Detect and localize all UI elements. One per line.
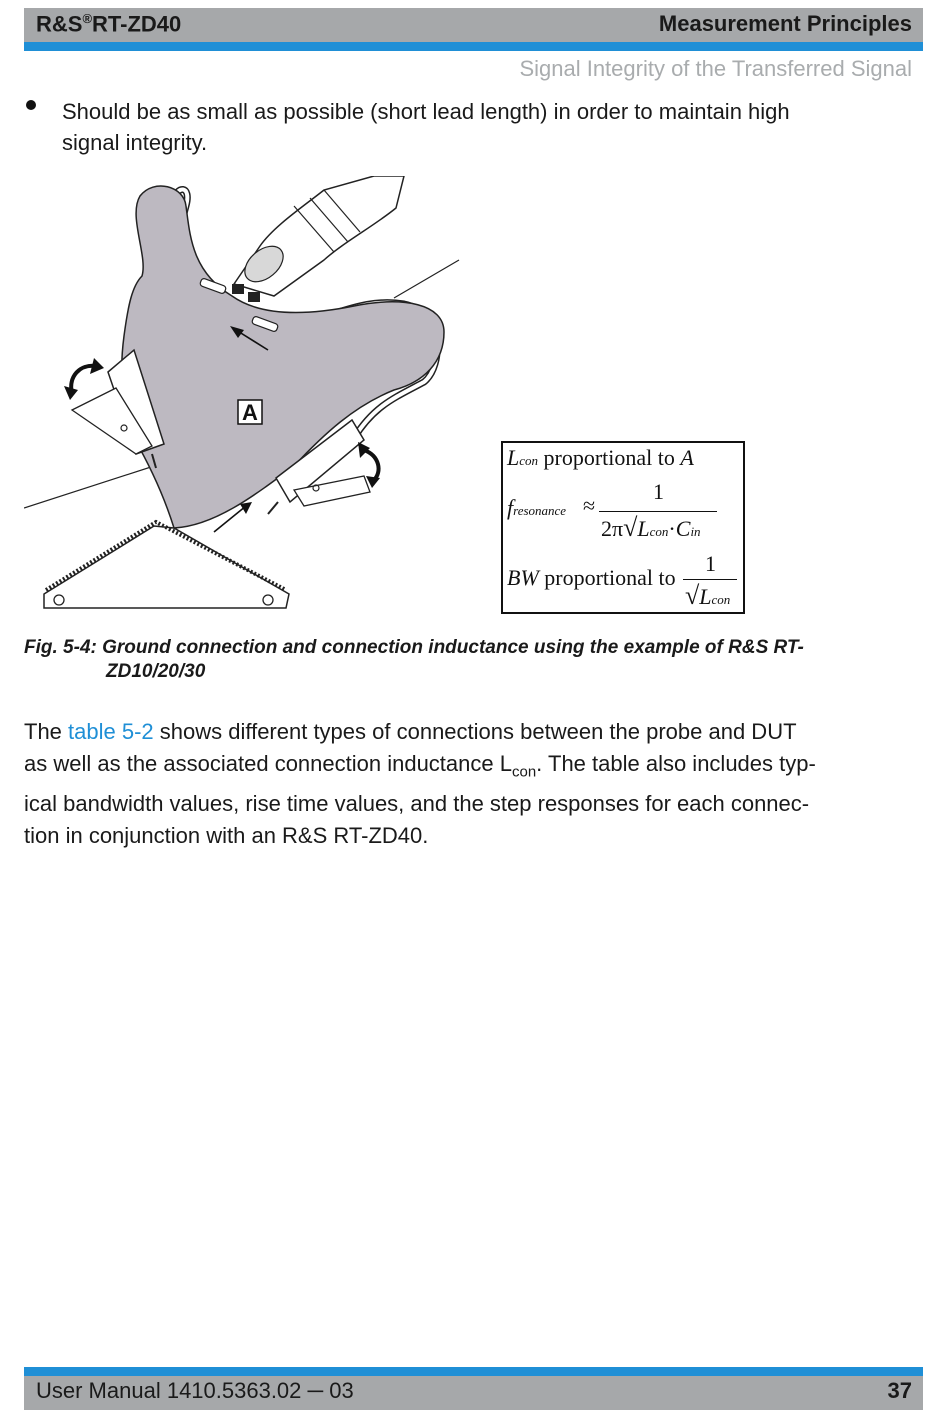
- footer-manual-id: User Manual 1410.5363.02 ─ 03: [36, 1378, 354, 1403]
- formula-box: Lcon proportional to A fresonance ≈ 1 2π√Lcon·Cin BW proportional to 1 √Lcon: [501, 441, 745, 614]
- bullet-text: Should be as small as possible (short lead length) in order to maintain high signal integrity.: [62, 99, 790, 155]
- probe-body: [232, 176, 404, 302]
- ground-connection-figure: [24, 176, 464, 614]
- page-number: 37: [887, 1378, 912, 1403]
- bullet-icon: [26, 100, 36, 110]
- section-title: Signal Integrity of the Transferred Signal: [519, 56, 912, 81]
- area-a-label: A: [242, 400, 258, 425]
- table-link[interactable]: table 5-2: [68, 719, 154, 744]
- body-paragraph: The table 5-2 shows different types of connections between the probe and DUT as well as the associated connection inductance $L_{con}$. The table also includes typ- ical bandwidth values, rise time values, and the step responses for each connec- tion in conjunction with an R&S RT-ZD40.: [24, 719, 816, 849]
- doc-title: R&S®RT-ZD40: [36, 11, 182, 37]
- rotate-arrow-right-icon: [364, 450, 379, 480]
- pcb-board: [44, 522, 289, 608]
- figure-caption: Fig. 5-4: Ground connection and connection inductance using the example of R&S RT- ZD10/20/30: [24, 637, 804, 682]
- footer-accent-line: [24, 1367, 923, 1376]
- header-accent-line: [24, 42, 923, 51]
- chapter-title: Measurement Principles: [658, 11, 912, 36]
